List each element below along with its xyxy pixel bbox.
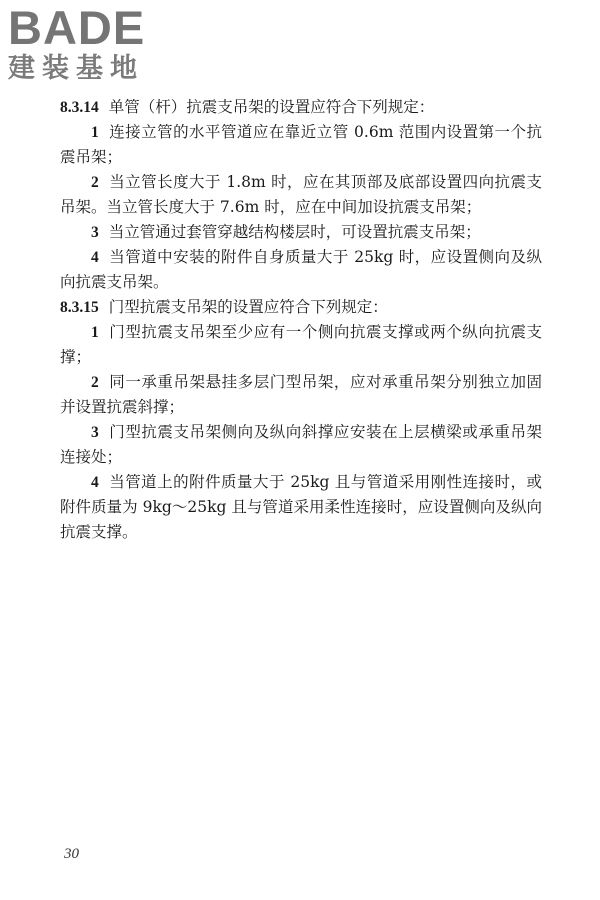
logo-subtitle: 建装基地 [8,53,144,84]
clause-8-3-15 [60,295,542,320]
item-number: 1 [91,324,99,341]
document-body [60,95,542,545]
clause-item [60,320,542,370]
clause-number: 8.3.14 [60,99,99,116]
clause-number: 8.3.15 [60,299,99,316]
item-number: 2 [91,374,99,391]
item-text: 当管道上的附件质量大于 25kg 且与管道采用刚性连接时，或附件质量为 9kg～25kg 且与管道采用柔性连接时，应设置侧向及纵向抗震支撑。 [60,473,542,541]
item-number: 3 [91,224,99,241]
item-number: 4 [91,474,99,491]
item-text: 同一承重吊架悬挂多层门型吊架，应对承重吊架分别独立加固并设置抗震斜撑； [60,373,542,416]
item-number: 2 [91,174,99,191]
item-number: 3 [91,424,99,441]
item-text: 当立管通过套管穿越结构楼层时，可设置抗震支吊架； [108,223,481,241]
clause-title: 单管（杆）抗震支吊架的设置应符合下列规定： [108,98,435,116]
item-text: 门型抗震支吊架至少应有一个侧向抗震支撑或两个纵向抗震支撑； [60,323,542,366]
page-number: 30 [64,846,79,862]
item-text: 当立管长度大于 1.8m 时，应在其顶部及底部设置四向抗震支吊架。当立管长度大于 7.6m 时，应在中间加设抗震支吊架； [60,173,542,216]
clause-item [60,170,542,220]
bade-logo [8,1,178,84]
item-text: 当管道中安装的附件自身质量大于 25kg 时，应设置侧向及纵向抗震支吊架。 [60,248,542,291]
clause-8-3-14 [60,95,542,120]
clause-title: 门型抗震支吊架的设置应符合下列规定： [108,298,388,316]
item-text: 连接立管的水平管道应在靠近立管 0.6m 范围内设置第一个抗震吊架； [60,123,542,166]
clause-item [60,470,542,545]
item-number: 4 [91,249,99,266]
clause-item [60,245,542,295]
clause-item [60,370,542,420]
logo-brand: BADE [8,1,146,54]
clause-item [60,420,542,470]
item-text: 门型抗震支吊架侧向及纵向斜撑应安装在上层横梁或承重吊架连接处； [60,423,542,466]
clause-item [60,220,542,245]
item-number: 1 [91,124,99,141]
clause-item [60,120,542,170]
